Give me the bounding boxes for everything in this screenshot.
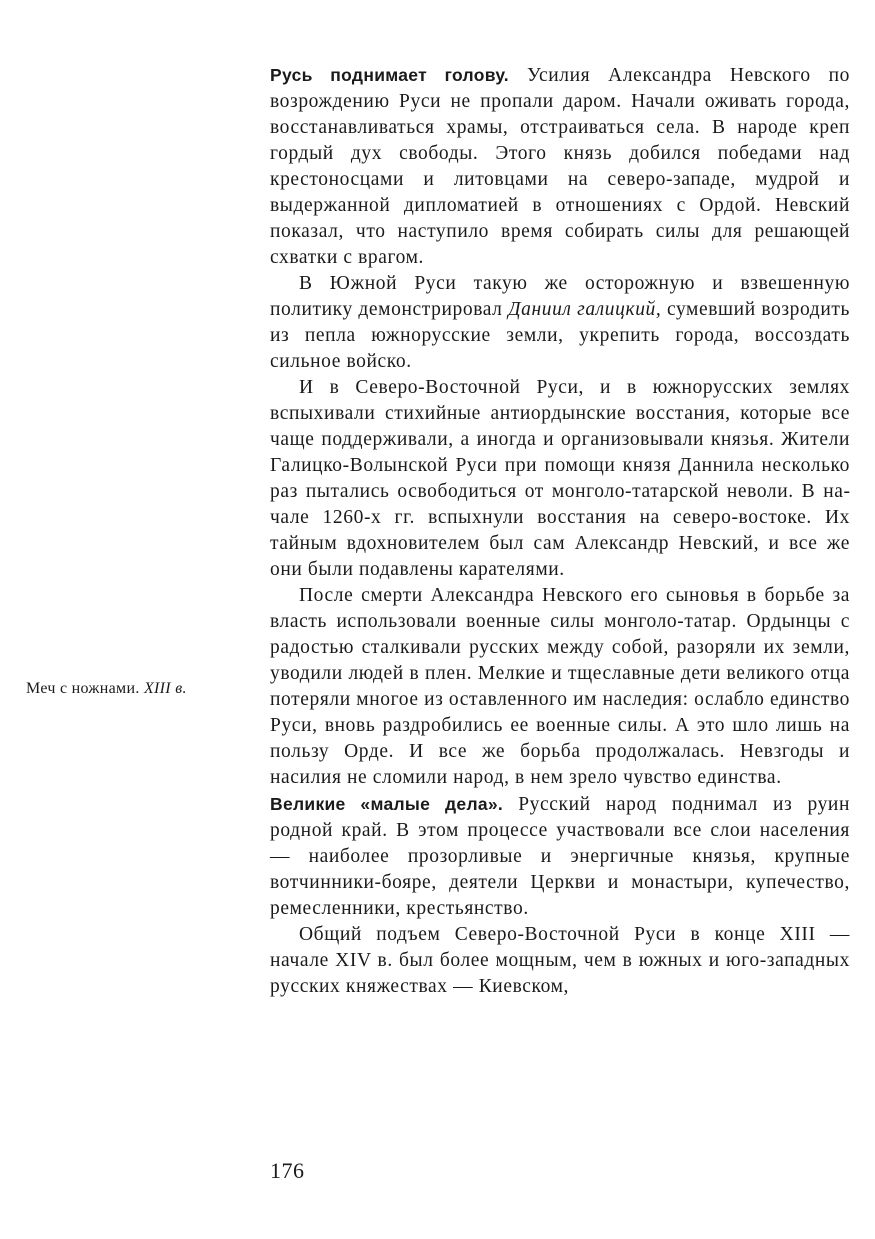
paragraph-text: Усилия Александра Невского по возрождению Руси не пропали даром. Начали оживать города, восстанавливаться храмы, отстраиваться села. В народе креп гордый дух свободы. Этого князь добился победами над крестоносцами и литовцами на северо-западе, мудрой и выдержанной дипломатией в отношениях с Ордой. Невский показал, что наступило время собирать силы для решающей схватки с врагом. <box>270 65 850 268</box>
paragraph-small-deeds-intro <box>270 791 850 922</box>
paragraph-text: В Южной Руси такую же осторожную и взвешенную политику демонстрировал <box>270 273 850 320</box>
section-heading-rise: Русь поднимает голову. <box>270 65 509 85</box>
paragraph-daniil <box>270 271 850 375</box>
paragraph-general-rise: Общий подъем Северо-Восточной Руси в конце XIII — начале XIV в. был более мощным, чем в южных и юго-западных русских княжествах — Киевском, <box>270 924 850 997</box>
section-heading-small-deeds: Великие «малые дела». <box>270 794 504 814</box>
paragraph-text: Русский народ поднимал из руин родной край. В этом процессе участвовали все слои населения — наиболее прозорливые и энергичные князья, крупные вотчинники-бояре, деятели Церкви и монастыри, купечество, ремесленники, крестьянство. <box>270 794 850 919</box>
paragraph-text: сумевший возродить из пепла южнорусские земли, укрепить города, воссоздать сильное войско. <box>270 299 850 372</box>
paragraph-rise-intro <box>270 62 850 271</box>
page-number: 176 <box>270 1158 305 1183</box>
illustration-caption <box>26 680 187 698</box>
paragraph-after-nevsky: После смерти Александра Невского его сыновья в борьбе за власть использовали военные силы монголо-татар. Ордынцы с радостью сталкивали русских между собой, разоряли их земли, уводили людей в плен. Мелкие и тщеславные дети великого отца потеряли многое из оставленного им наследия: ослабло единство Руси, вновь раздробились ее военные силы. А это шло лишь на пользу Орде. И все же борьба продолжалась. Невзгоды и насилия не сломили народ, в нем зрело чувство единства. <box>270 585 850 788</box>
paragraph-uprisings: И в Северо-Восточной Руси, и в южнорусских землях вспыхивали стихийные антиордынские восстания, которые все чаще поддерживали, а иногда и организовывали князья. Жители Галицко-Волынской Руси при помощи князя Даннила несколько раз пытались освободиться от монголо-татарской неволи. В начале 1260-х гг. вспыхнули восстания на северо-востоке. Их тайным вдохновителем был сам Александр Невский, и все же они были подавлены карателями. <box>270 377 850 580</box>
italic-name-daniil: Даниил галицкий, <box>508 299 662 320</box>
main-text-column <box>270 62 850 1000</box>
caption-century: XIII в. <box>143 680 187 697</box>
caption-text: Меч с ножнами. <box>26 680 140 697</box>
